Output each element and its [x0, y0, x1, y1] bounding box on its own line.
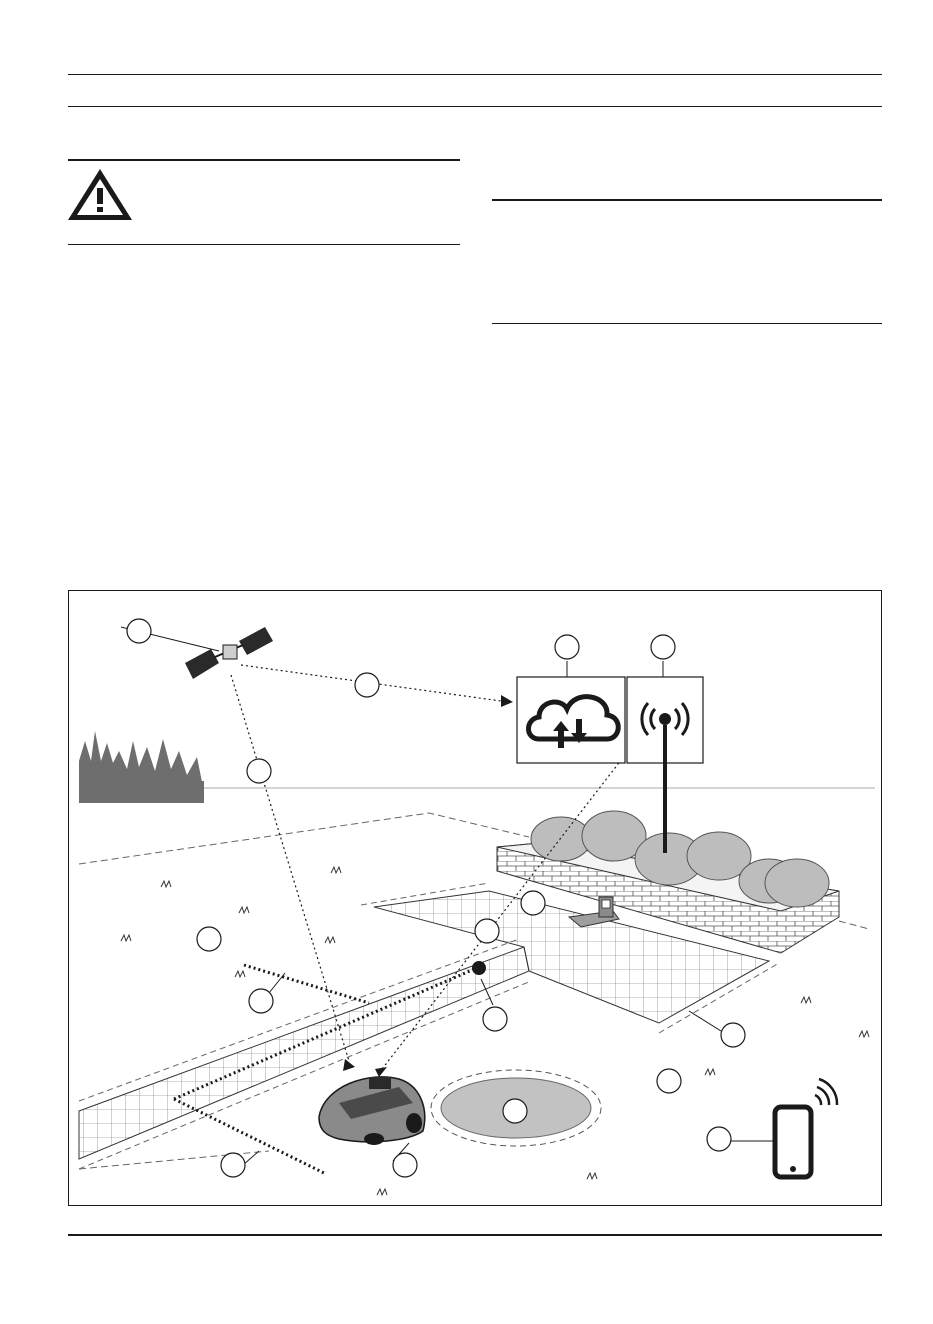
callout-13: [503, 1099, 527, 1123]
callout-9: [249, 989, 273, 1013]
robotic-mower-icon: [319, 1077, 425, 1145]
forest-trees-icon: [79, 731, 204, 803]
callout-11: [721, 1023, 745, 1047]
callout-12: [657, 1069, 681, 1093]
system-overview-figure: [68, 590, 882, 1206]
callout-4: [355, 673, 379, 697]
signal-arrow-to-mower: [343, 1059, 355, 1071]
footer-rule: [68, 1234, 882, 1236]
callout-1: [127, 619, 151, 643]
callout-7: [475, 919, 499, 943]
callout-8: [197, 927, 221, 951]
callout-3: [651, 635, 675, 659]
callout-10: [483, 1007, 507, 1031]
warning-triangle-icon: [66, 166, 134, 222]
callout-16: [393, 1153, 417, 1177]
header-rule-top: [68, 74, 882, 75]
signal-arrow-from-station: [375, 1067, 387, 1077]
note-box-bottom-rule: [492, 323, 882, 324]
callout-6: [521, 891, 545, 915]
callout-2: [555, 635, 579, 659]
callout-14: [707, 1127, 731, 1151]
callout-5: [247, 759, 271, 783]
note-box-top-rule: [492, 199, 882, 201]
callout-15: [221, 1153, 245, 1177]
header-rule-bottom: [68, 106, 882, 107]
warning-box-bottom-rule: [68, 244, 460, 245]
cloud-upload-download-icon: [517, 677, 625, 763]
signal-arrow-to-cloud: [501, 695, 513, 707]
warning-box-top-rule: [68, 159, 460, 161]
smartphone-icon: [775, 1079, 837, 1177]
